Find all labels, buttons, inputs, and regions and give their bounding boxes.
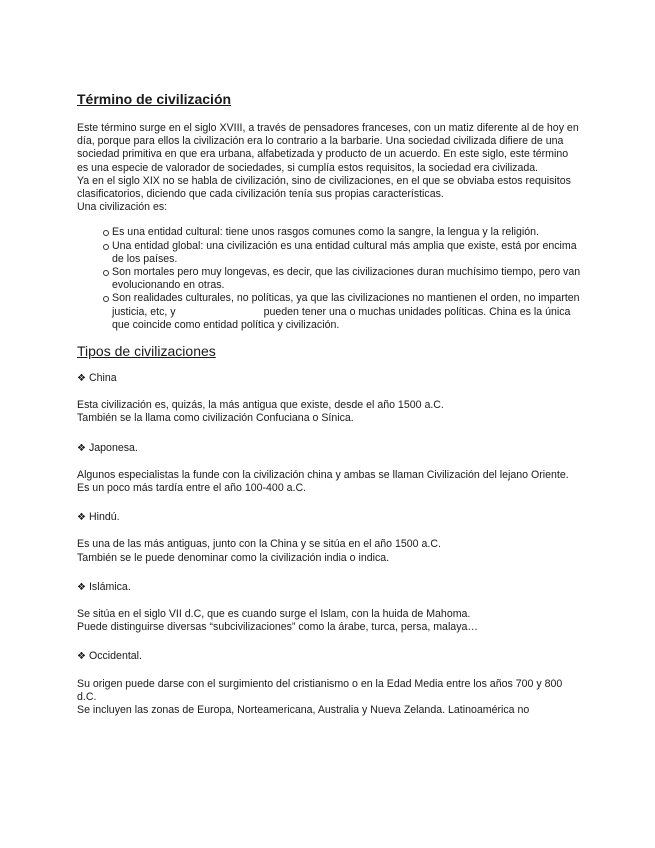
civilization-heading (77, 511, 582, 524)
civilization-name: China (88, 372, 117, 385)
civilization-name: Islámica. (88, 580, 131, 593)
section-title-termino: Término de civilización (77, 91, 232, 107)
civilization-line: También se la llama como civilización Confuciana o Sínica. (77, 412, 354, 425)
civilization-heading (77, 581, 582, 594)
civilization-name: Hindú. (88, 511, 120, 524)
diamond-bullet-icon: ❖ (77, 581, 86, 593)
civilization-characteristics-list (77, 226, 582, 332)
civilization-heading (77, 650, 582, 663)
civilization-china (77, 372, 582, 426)
civilization-name: Occidental. (88, 650, 142, 663)
list-item: Son mortales pero muy longevas, es decir, que las civilizaciones duran muchísimo tiempo, pero van evolucionando en otras. (103, 266, 582, 292)
civilization-line: Es un poco más tardía entre el año 100-400 a.C. (77, 482, 307, 495)
diamond-bullet-icon: ❖ (77, 373, 86, 385)
section-title-tipos: Tipos de civilizaciones (77, 343, 216, 360)
civilization-line: Se sitúa en el siglo VII d.C, que es cuando surge el Islam, con la huida de Mahoma. (77, 608, 471, 621)
civilization-heading (77, 442, 582, 455)
civilization-name: Japonesa. (88, 441, 138, 454)
civilization-occidental (77, 650, 582, 717)
list-item: Una entidad global: una civilización es una entidad cultural más amplia que existe, está por encima de los países. (103, 240, 582, 266)
list-item-text-b: pueden tener una o muchas unidades políticas. China es la única que coincide como entidad política y civilización. (112, 305, 571, 331)
paragraph-siglo-xviii: Este término surge en el siglo XVIII, a través de pensadores franceses, con un matiz diferente al de hoy en día, porque para ellos la civilización era lo contrario a la barbarie. Una sociedad civilizada difiere de una sociedad primitiva en que era urbana, alfabetizada y producto de un acuerdo. En este siglo, este término es una especie de valorador de sociedades, si cumplía estos requisitos, la sociedad era civilizada. (77, 122, 579, 174)
civilization-japonesa (77, 442, 582, 496)
diamond-bullet-icon: ❖ (77, 651, 86, 663)
paragraph-siglo-xix: Ya en el siglo XIX no se habla de civilización, sino de civilizaciones, en el que se obviaba estos requisitos clasificatorios, diciendo que cada civilización tenía sus propias características. (77, 174, 571, 201)
civilization-hindu (77, 511, 582, 565)
paragraph-una-civilizacion: Una civilización es: (77, 201, 168, 214)
civilization-line: Se incluyen las zonas de Europa, Norteamericana, Australia y Nueva Zelanda. Latinoamérica no (77, 704, 530, 717)
list-item (103, 292, 582, 332)
diamond-bullet-icon: ❖ (77, 442, 86, 454)
civilization-line: Algunos especialistas la funde con la civilización china y ambas se llaman Civilización del lejano Oriente. (77, 468, 569, 481)
civilization-line: Esta civilización es, quizás, la más antigua que existe, desde el año 1500 a.C. (77, 399, 444, 412)
diamond-bullet-icon: ❖ (77, 512, 86, 524)
civilization-line: También se le puede denominar como la civilización india o indica. (77, 551, 390, 564)
list-item-text-a: Son realidades culturales, no políticas, ya que las civilizaciones no mantienen el orden, no imparten justicia, etc, y (112, 292, 580, 318)
civilization-islamica (77, 581, 582, 635)
civilization-heading (77, 372, 582, 385)
civilization-line: Su origen puede darse con el surgimiento del cristianismo o en la Edad Media entre los años 700 y 800 d.C. (77, 677, 563, 703)
civilization-line: Es una de las más antiguas, junto con la China y se sitúa en el año 1500 a.C. (77, 538, 441, 551)
document-content (77, 90, 582, 717)
civilization-line: Puede distinguirse diversas “subcivilizaciones” como la árabe, turca, persa, malaya… (77, 621, 478, 634)
list-item: Es una entidad cultural: tiene unos rasgos comunes como la sangre, la lengua y la religión. (103, 226, 582, 239)
